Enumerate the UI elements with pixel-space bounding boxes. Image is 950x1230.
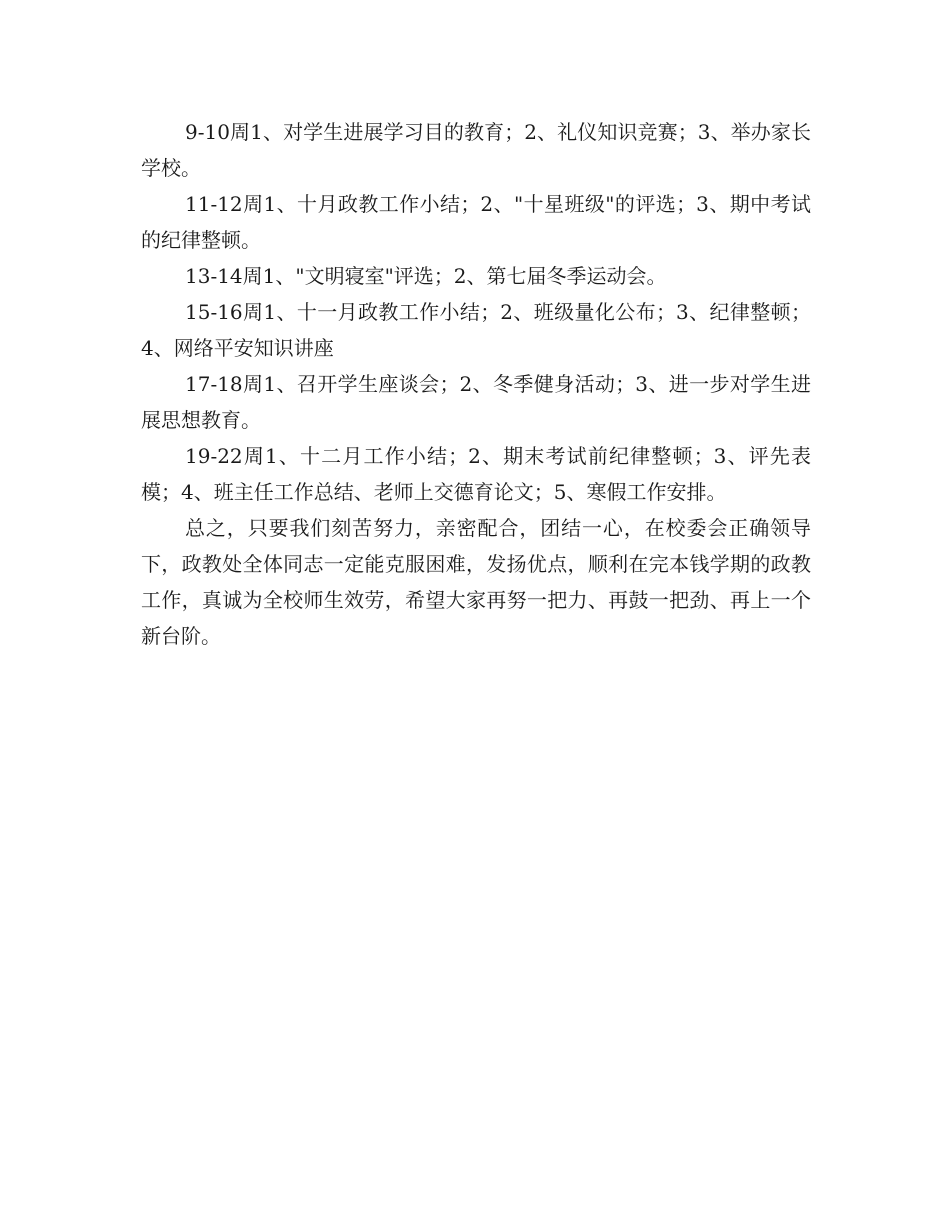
schedule-paragraph-weeks-13-14: 13-14周1、"文明寝室"评选；2、第七届冬季运动会。 <box>185 264 667 288</box>
document-body <box>141 114 811 654</box>
schedule-paragraph-weeks-11-12: 11-12周1、十月政教工作小结；2、"十星班级"的评选；3、期中考试的纪律整顿。 <box>141 192 811 252</box>
schedule-paragraph-weeks-17-18: 17-18周1、召开学生座谈会；2、冬季健身活动；3、进一步对学生进展思想教育。 <box>141 372 811 432</box>
schedule-paragraph-weeks-9-10: 9-10周1、对学生进展学习目的教育；2、礼仪知识竞赛；3、举办家长学校。 <box>141 120 811 180</box>
schedule-paragraph-weeks-15-16: 15-16周1、十一月政教工作小结；2、班级量化公布；3、纪律整顿；4、网络平安知识讲座 <box>141 300 811 360</box>
conclusion-paragraph: 总之，只要我们刻苦努力，亲密配合，团结一心，在校委会正确领导下，政教处全体同志一定能克服困难，发扬优点，顺利在完本钱学期的政教工作，真诚为全校师生效劳，希望大家再努一把力、再鼓一把劲、再上一个新台阶。 <box>141 516 811 648</box>
schedule-paragraph-weeks-19-22: 19-22周1、十二月工作小结；2、期末考试前纪律整顿；3、评先表模；4、班主任工作总结、老师上交德育论文；5、寒假工作安排。 <box>141 444 811 504</box>
